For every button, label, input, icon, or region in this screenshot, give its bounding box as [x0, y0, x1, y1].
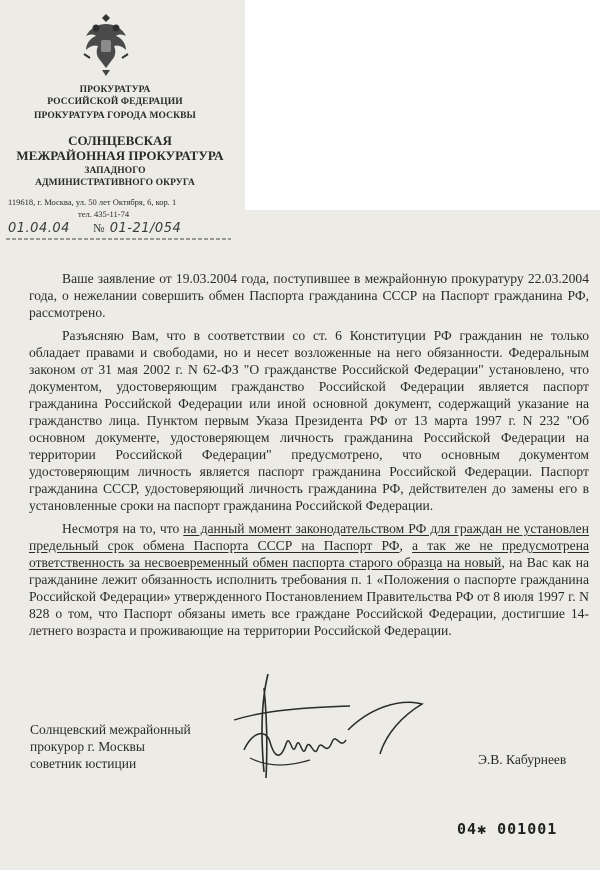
office-phone: тел. 435-11-74 — [78, 209, 130, 219]
header-russian-federation: РОССИЙСКОЙ ФЕДЕРАЦИИ — [47, 97, 183, 107]
district-line1: ЗАПАДНОГО — [84, 166, 146, 176]
office-name-line2: МЕЖРАЙОННАЯ ПРОКУРАТУРА — [16, 148, 224, 163]
reference-date: 01.04.04 — [8, 221, 70, 236]
number-sign: № — [93, 221, 106, 235]
header-moscow-prosecutor: ПРОКУРАТУРА ГОРОДА МОСКВЫ — [34, 111, 196, 121]
double-headed-eagle-emblem — [80, 14, 132, 76]
underlined-phrase-2: а так же не предусмотрена ответственность за несвоевременный обмен паспорта старого образца на новый — [29, 538, 590, 570]
header-prosecutor: ПРОКУРАТУРА — [79, 85, 151, 95]
underlined-phrase-1: на данный момент законодательством РФ для граждан не установлен предельный срок обмена Паспорта СССР на Паспорт РФ — [29, 521, 589, 553]
handwritten-signature — [230, 668, 430, 786]
reference-number: 01-21/054 — [109, 221, 182, 236]
reference-line — [8, 221, 181, 236]
serial-digits: 001001 — [497, 820, 558, 838]
serial-number — [457, 820, 557, 838]
signatory-title-line2: прокурор г. Москвы — [30, 739, 145, 754]
district-line2: АДМИНИСТРАТИВНОГО ОКРУГА — [35, 178, 195, 188]
redacted-area — [245, 0, 600, 210]
serial-prefix: 04 — [457, 820, 478, 838]
signatory-title — [30, 721, 191, 772]
reference-underline — [6, 237, 231, 241]
office-address: 119618, г. Москва, ул. 50 лет Октября, 6, кор. 1 — [8, 197, 177, 207]
letter-body — [29, 270, 589, 645]
paragraph-1: Ваше заявление от 19.03.2004 года, поступившее в межрайонную прокуратуру 22.03.2004 года, о нежелании совершить обмен Паспорта гражданина СССР на Паспорт гражданина РФ, рассмотрено. — [29, 271, 589, 320]
paragraph-2: Разъясняю Вам, что в соответствии со ст. 6 Конституции РФ гражданин не только обладает правами и свободами, но и несет возложенные на него обязанности. Федеральным законом от 31 мая 2002 г. N 62-ФЗ "О гражданстве Российской Федерации" установлено, что документом, удостоверяющим гражданство Российской Федерации является паспорт гражданина Российской Федерации или иной основной документ, содержащий указание на гражданство лица. Пунктом первым Указа Президента РФ от 13 марта 1997 г. N 232 "Об основном документе, удостоверяющем личность гражданина Российской Федерации на территории Российской Федерации" предусмотрено, что основным документом удостоверяющим личность является паспорт гражданина Российской Федерации. Паспорт гражданина СССР, удостоверяющий личность гражданина РФ, действителен до замены его в установленные сроки на паспорт гражданина Российской Федерации. — [29, 328, 589, 513]
signatory-title-line3: советник юстиции — [30, 756, 137, 771]
star-icon: ✱ — [477, 820, 488, 838]
signatory-title-line1: Солнцевский межрайонный — [30, 722, 191, 737]
office-name-line1: СОЛНЦЕВСКАЯ — [68, 133, 172, 148]
signatory-name: Э.В. Кабурнеев — [478, 752, 567, 767]
paragraph-3: Несмотря на то, что на данный момент законодательством РФ для граждан не установлен предельный срок обмена Паспорта СССР на Паспорт РФ, а так же не предусмотрена ответственность за несвоевременный обмен паспорта старого образца на новый, на Вас как на гражданине лежит обязанность исполнить требования п. 1 «Положения о паспорте гражданина Российской Федерации» утвержденного Постановлением Правительства РФ от 8 июля 1997 г. N 828 о том, что Паспорт обязаны иметь все граждане Российской Федерации, достигшие 14-летнего возраста и проживающие на территории Российской Федерации. — [29, 521, 590, 638]
